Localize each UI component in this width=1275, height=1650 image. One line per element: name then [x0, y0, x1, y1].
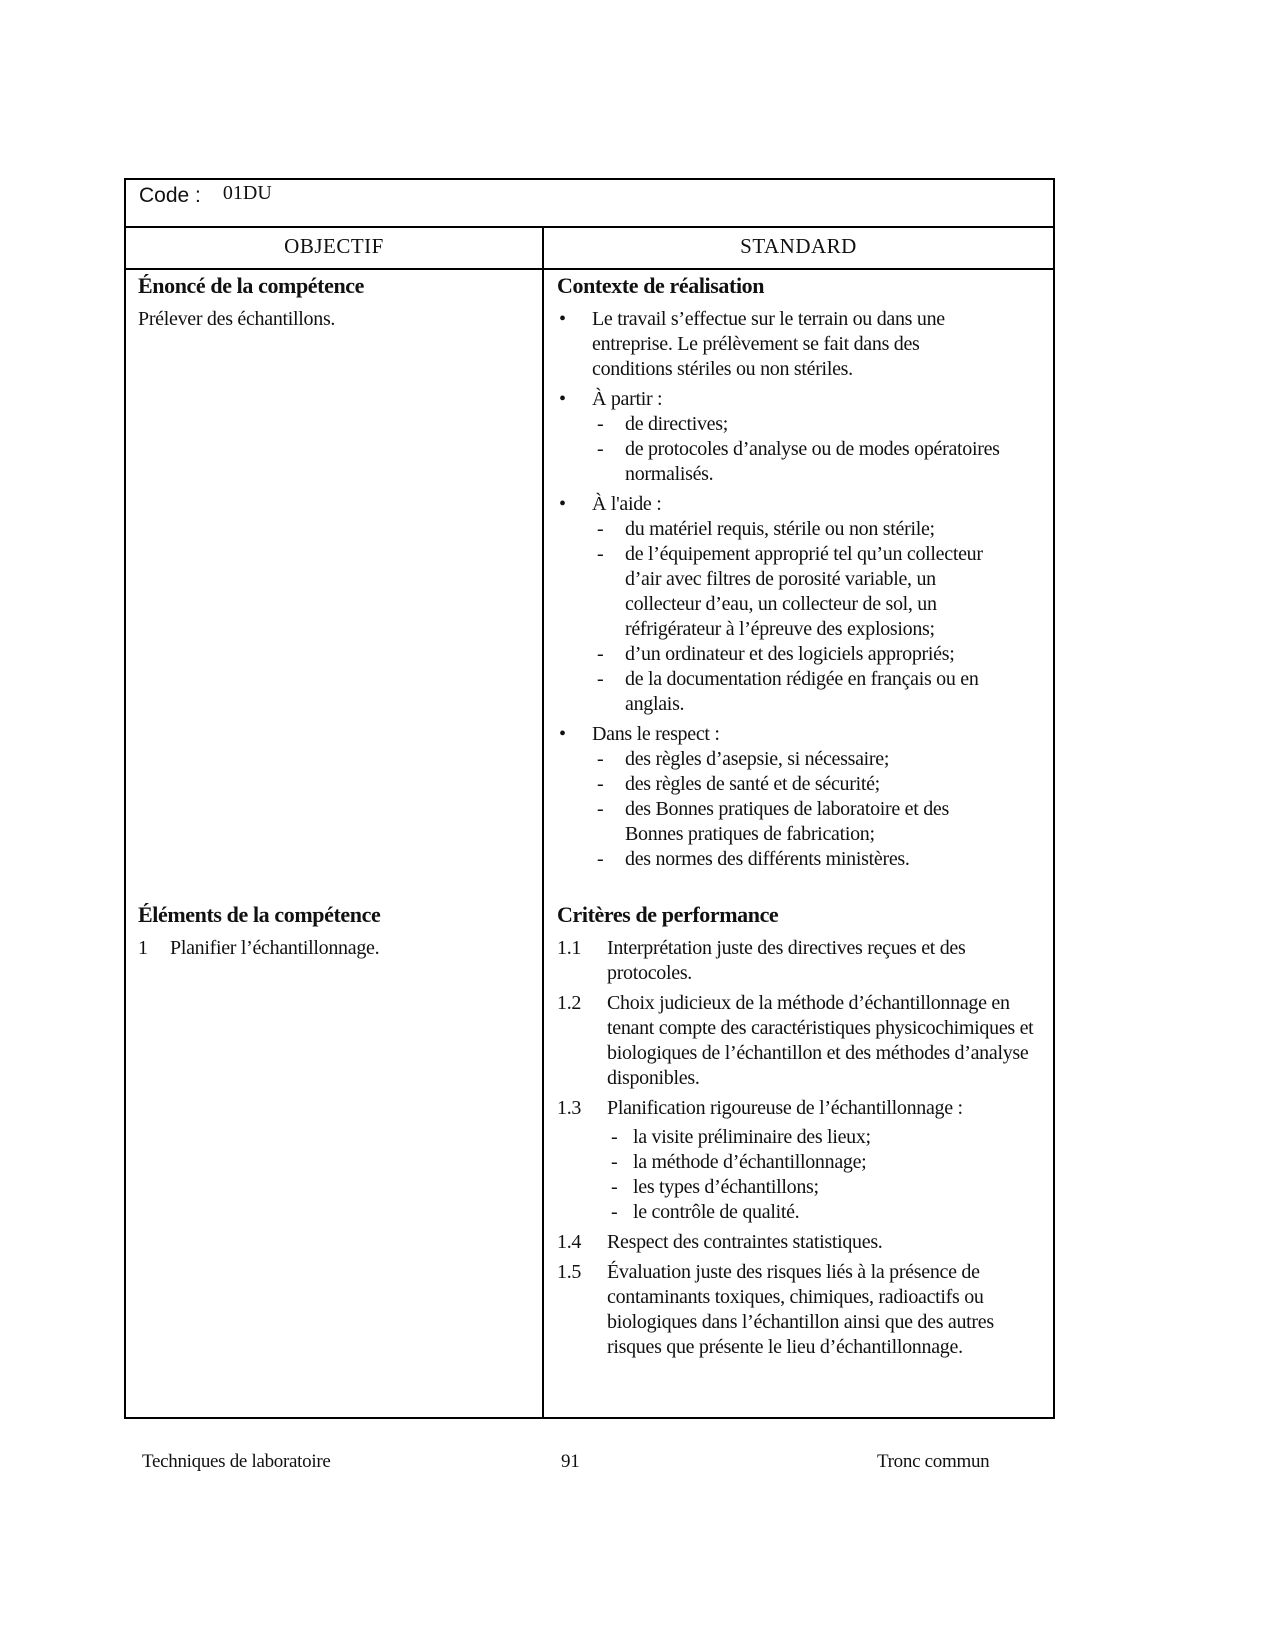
dash-icon: - [597, 748, 604, 770]
enonce-text: Prélever des échantillons. [138, 308, 336, 330]
bullet-icon: • [559, 388, 566, 410]
sub-item [557, 642, 1002, 667]
bullet-icon: • [559, 723, 566, 745]
criterion-text: Évaluation juste des risques liés à la présence de contaminants toxiques, chimiques, radioactifs ou biologiques dans l’échantillon ainsi que des autres risques que présente le lieu d’échantillonnage. [607, 1261, 994, 1358]
column-divider [542, 227, 544, 1417]
sub-item-text: des normes des différents ministères. [625, 848, 910, 870]
element-item [138, 936, 533, 961]
sub-item-text: de protocoles d’analyse ou de modes opératoires normalisés. [625, 438, 1000, 485]
sub-item [557, 517, 1002, 542]
context-bullet-item [557, 307, 1002, 382]
dash-icon: - [597, 438, 604, 460]
sub-item [557, 667, 1002, 717]
dash-icon: - [597, 413, 604, 435]
element-text: Planifier l’échantillonnage. [170, 937, 380, 959]
header-objectif: OBJECTIF [284, 234, 384, 258]
criterion-number: 1.1 [557, 937, 582, 959]
criterion-text: Interprétation juste des directives reçues et des protocoles. [607, 937, 966, 984]
sub-item-text: la méthode d’échantillonnage; [633, 1151, 867, 1173]
criterion-item [557, 1230, 1039, 1255]
criterion-number: 1.4 [557, 1231, 582, 1253]
sub-item-text: le contrôle de qualité. [633, 1201, 800, 1223]
dash-icon: - [597, 643, 604, 665]
contexte-section [557, 273, 1002, 877]
sub-item [607, 1200, 1039, 1225]
footer-program: Techniques de laboratoire [142, 1451, 331, 1472]
dash-icon: - [611, 1176, 618, 1198]
dash-icon: - [597, 773, 604, 795]
elements-section [138, 902, 533, 961]
dash-icon: - [597, 848, 604, 870]
sub-item [557, 847, 1002, 872]
sub-item-text: du matériel requis, stérile ou non stérile; [625, 518, 935, 540]
sub-item [557, 412, 1002, 437]
enonce-title: Énoncé de la compétence [138, 273, 365, 298]
dash-icon: - [611, 1151, 618, 1173]
dash-icon: - [611, 1126, 618, 1148]
dash-icon: - [597, 543, 604, 565]
sub-item-text: des Bonnes pratiques de laboratoire et des Bonnes pratiques de fabrication; [625, 798, 949, 845]
contexte-title: Contexte de réalisation [557, 273, 765, 298]
bullet-text: Le travail s’effectue sur le terrain ou dans une entreprise. Le prélèvement se fait dans des conditions stériles ou non stériles. [592, 308, 945, 380]
dash-icon: - [611, 1201, 618, 1223]
sub-item [557, 797, 1002, 847]
sub-item-text: de la documentation rédigée en français ou en anglais. [625, 668, 979, 715]
elements-title: Éléments de la compétence [138, 902, 381, 927]
bullet-icon: • [559, 493, 566, 515]
sub-item [557, 437, 1002, 487]
sub-item-text: la visite préliminaire des lieux; [633, 1126, 871, 1148]
bullet-text: À l'aide : [592, 493, 662, 515]
page-number: 91 [561, 1451, 580, 1472]
criterion-item [557, 991, 1039, 1091]
criterion-text: Respect des contraintes statistiques. [607, 1231, 883, 1253]
sub-item-text: de l’équipement approprié tel qu’un collecteur d’air avec filtres de porosité variable, un collecteur d’eau, un collecteur de sol, un réfrigérateur à l’épreuve des explosions; [625, 543, 983, 640]
enonce-section [138, 273, 533, 332]
code-value: 01DU [222, 182, 272, 204]
header-standard: STANDARD [740, 234, 857, 258]
criterion-item [557, 936, 1039, 986]
criterion-text: Planification rigoureuse de l’échantillonnage : [607, 1097, 963, 1119]
dash-icon: - [597, 798, 604, 820]
context-bullet-item [557, 492, 1002, 717]
dash-icon: - [597, 668, 604, 690]
element-number: 1 [138, 937, 148, 959]
sub-item-text: les types d’échantillons; [633, 1176, 819, 1198]
competency-table [124, 178, 1055, 1419]
divider [126, 226, 1053, 228]
criteres-title: Critères de performance [557, 902, 779, 927]
code-label: Code : [139, 184, 201, 207]
sub-item-text: des règles d’asepsie, si nécessaire; [625, 748, 890, 770]
bullet-text: À partir : [592, 388, 663, 410]
code-field [139, 184, 272, 208]
sub-item-text: de directives; [625, 413, 728, 435]
criterion-item [557, 1260, 1039, 1360]
sub-item-text: d’un ordinateur et des logiciels appropriés; [625, 643, 955, 665]
criterion-item [557, 1096, 1039, 1225]
dash-icon: - [597, 518, 604, 540]
criterion-text: Choix judicieux de la méthode d’échantillonnage en tenant compte des caractéristiques physicochimiques et biologiques de l’échantillon et des méthodes d’analyse disponibles. [607, 992, 1034, 1089]
context-bullet-item [557, 387, 1002, 487]
sub-item [557, 542, 1002, 642]
divider [126, 268, 1053, 270]
criterion-number: 1.5 [557, 1261, 582, 1283]
sub-item [607, 1125, 1039, 1150]
sub-item [607, 1150, 1039, 1175]
sub-item [607, 1175, 1039, 1200]
sub-item [557, 747, 1002, 772]
footer-section: Tronc commun [877, 1451, 990, 1472]
bullet-icon: • [559, 308, 566, 330]
criterion-number: 1.2 [557, 992, 582, 1014]
sub-item [557, 772, 1002, 797]
criteres-section [557, 902, 1039, 1365]
criterion-number: 1.3 [557, 1097, 582, 1119]
sub-item-text: des règles de santé et de sécurité; [625, 773, 880, 795]
context-bullet-item [557, 722, 1002, 872]
bullet-text: Dans le respect : [592, 723, 720, 745]
